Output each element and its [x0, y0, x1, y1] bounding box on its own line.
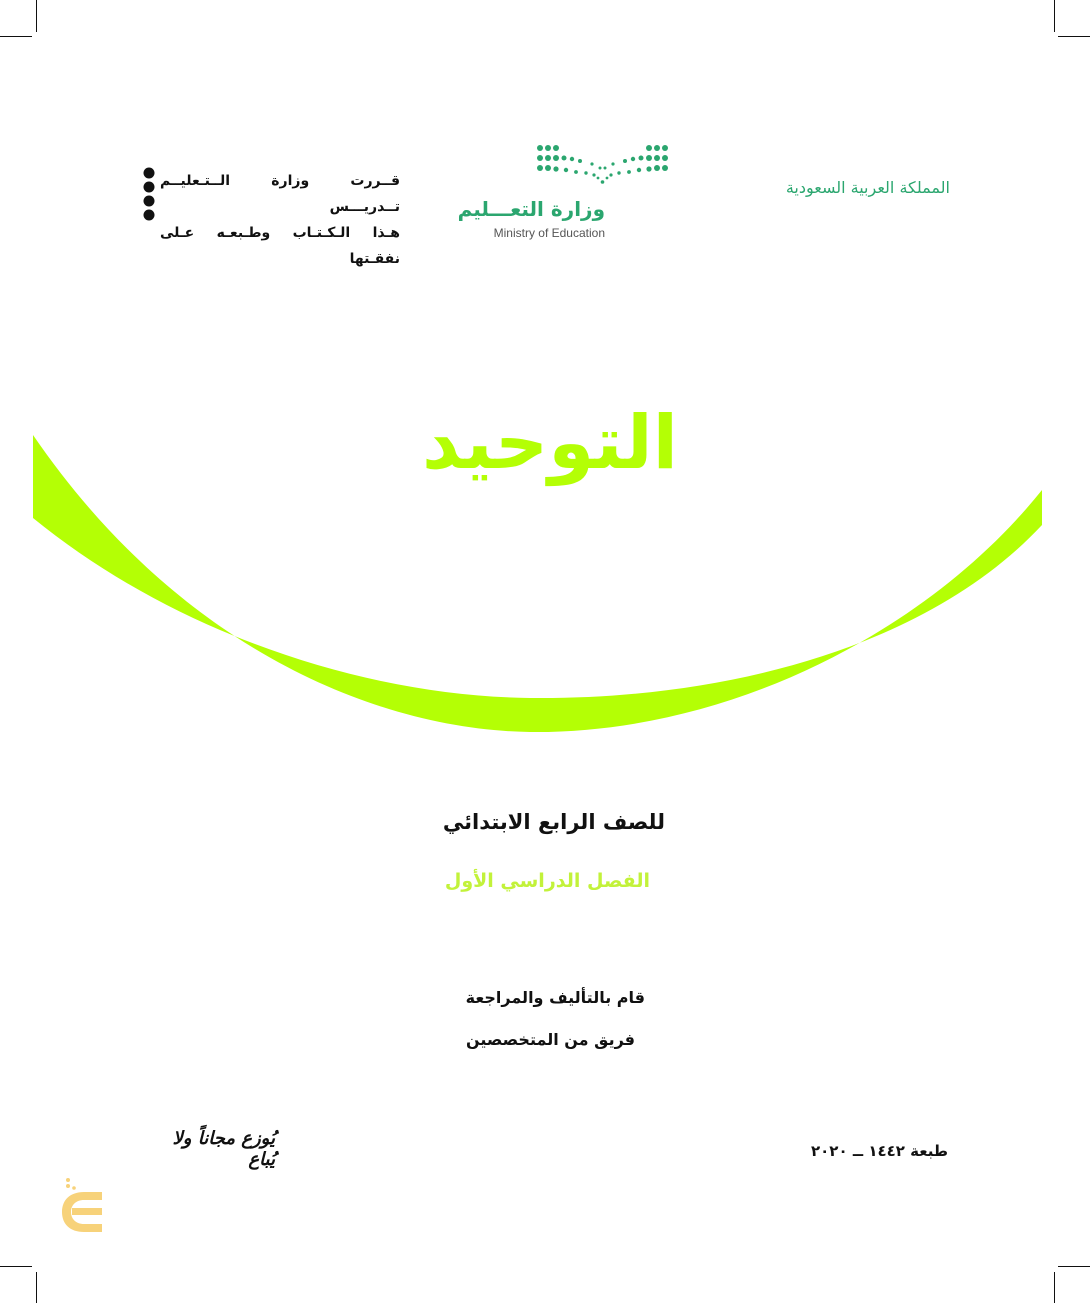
bullet-dots-icon: [142, 166, 156, 224]
approval-note: [160, 168, 400, 272]
crop-mark-top-right-h: [1058, 36, 1090, 37]
crop-mark-top-left-v: [36, 0, 37, 32]
crop-mark-top-left-h: [0, 36, 32, 37]
publisher-mark-icon: [58, 1176, 108, 1234]
approval-line-1: قــررت وزارة الــتـعليــم تــدريـــس: [160, 173, 400, 215]
ministry-dots-logo-icon: [530, 142, 675, 190]
grade-label: للصف الرابع الابتدائي: [442, 810, 665, 834]
credits-line-2: فريق من المتخصصين: [465, 1030, 635, 1049]
crop-mark-bottom-right-v: [1054, 1272, 1055, 1303]
ministry-name-arabic: وزارة التعـــليم: [457, 197, 605, 221]
credits-line-1: قام بالتأليف والمراجعة: [465, 988, 645, 1007]
ministry-name-english: Ministry of Education: [493, 226, 605, 240]
approval-line-2: هـذا الـكـتـاب وطـبعـه عـلى نفقـتها: [160, 225, 400, 267]
crop-mark-bottom-right-h: [1058, 1266, 1090, 1267]
free-distribution-note: يُوزع مجاناً ولا يُباع: [172, 1128, 275, 1170]
edition-label: طبعة ١٤٤٢ ــ ٢٠٢٠: [811, 1142, 948, 1160]
crop-mark-bottom-left-v: [36, 1272, 37, 1303]
kingdom-label: المملكة العربية السعودية: [785, 178, 950, 197]
book-title: التوحيد: [421, 400, 679, 486]
crop-mark-bottom-left-h: [0, 1266, 32, 1267]
crop-mark-top-right-v: [1054, 0, 1055, 32]
semester-label: الفصل الدراسي الأول: [444, 870, 650, 892]
